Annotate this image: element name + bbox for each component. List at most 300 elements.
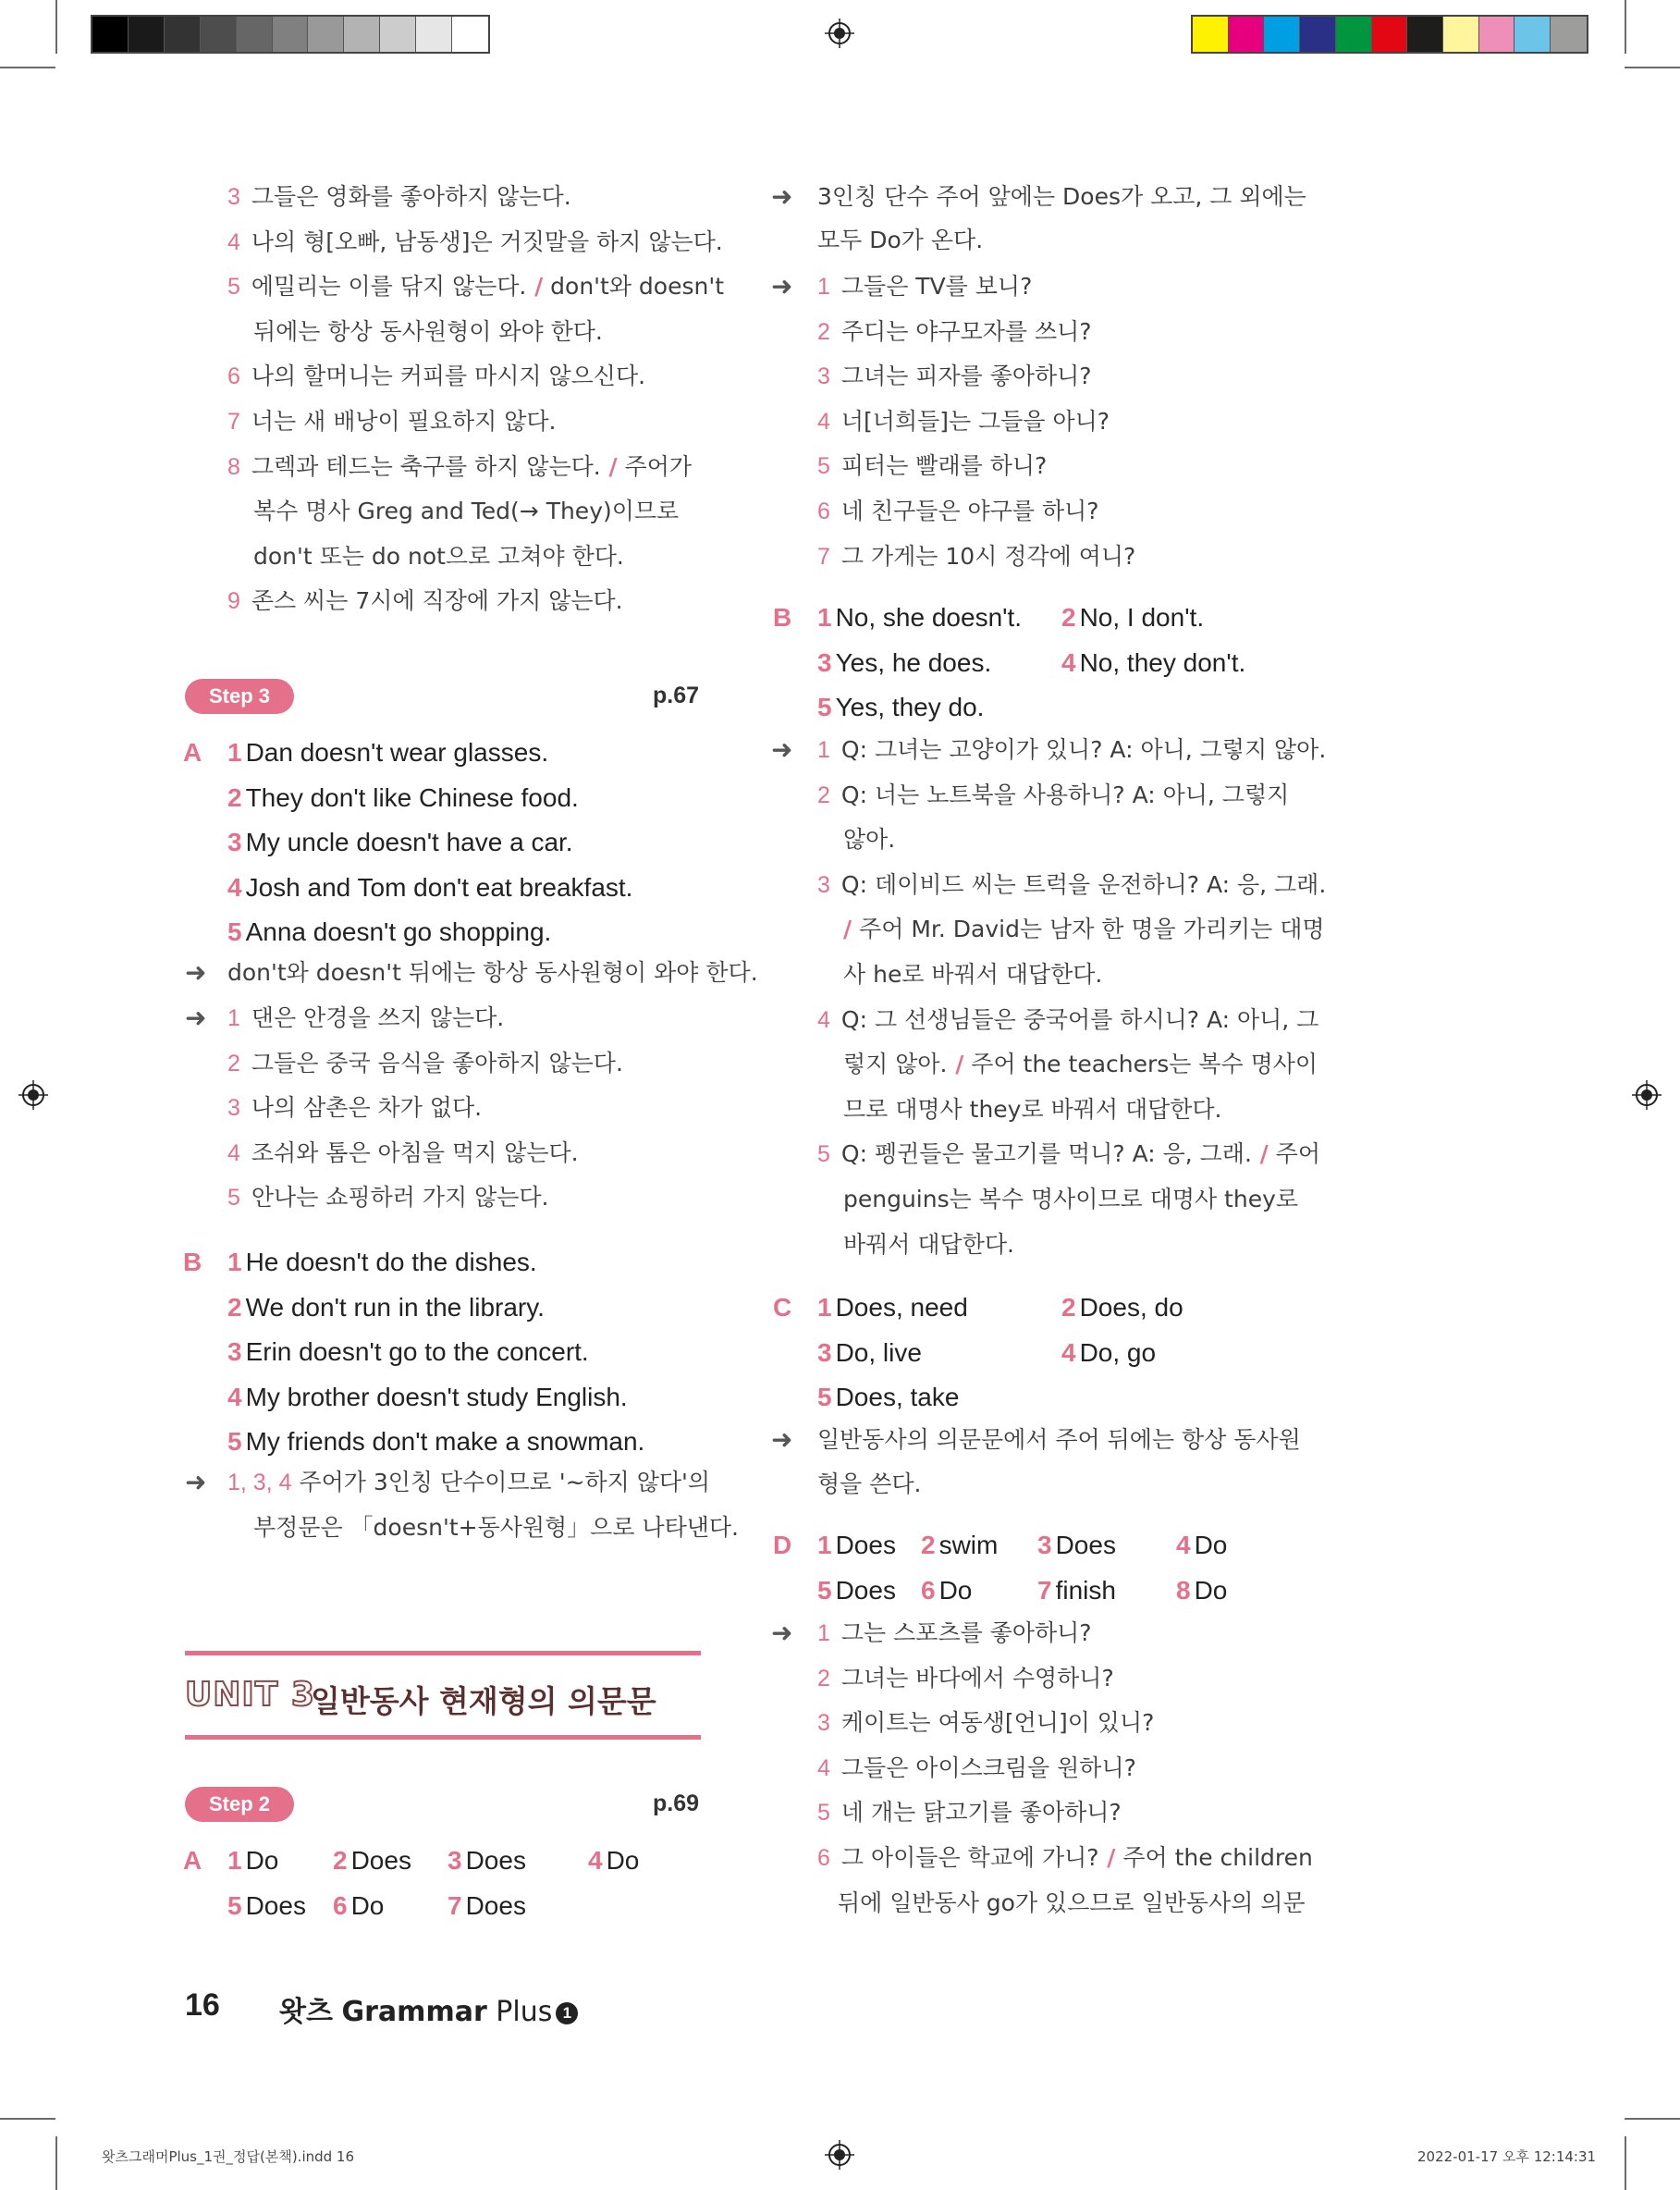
answer	[227, 1382, 628, 1413]
item-number: 4	[817, 408, 830, 435]
line-text: 그는 스포츠를 좋아하니?	[840, 1619, 1092, 1646]
answer-number: 2	[227, 1292, 242, 1322]
answer	[227, 1336, 589, 1368]
answer-text: Do, live	[835, 1338, 922, 1367]
line-text: Q: 그 선생님들은 중국어를 하시니? A: 아니, 그	[840, 1005, 1319, 1033]
color-swatch	[308, 17, 344, 52]
color-swatch	[1443, 17, 1479, 52]
color-swatch	[1264, 17, 1300, 52]
note: don't와 doesn't 뒤에는 항상 동사원형이 와야 한다.	[227, 959, 758, 986]
answer-number: 2	[1061, 603, 1076, 632]
item-number: 4	[227, 228, 240, 255]
crop-mark	[55, 0, 57, 54]
section-letter-c: C	[773, 1293, 792, 1322]
item-number: 3	[227, 1095, 240, 1122]
answer-number: 2	[227, 782, 242, 812]
answer-text: swim	[938, 1531, 999, 1559]
line-text: 주어	[1268, 1140, 1320, 1168]
answer	[1176, 1530, 1227, 1561]
answer-number: 5	[227, 917, 242, 947]
answer-number: 6	[921, 1576, 936, 1605]
line-text: don't와 doesn't	[543, 273, 725, 301]
answer	[817, 1530, 896, 1561]
step-badge-number: 2	[258, 1792, 271, 1815]
page-reference: p.69	[653, 1790, 700, 1816]
grayscale-color-bar	[91, 15, 490, 54]
translation-line	[817, 1140, 1320, 1168]
answer-number: 1	[227, 1248, 242, 1276]
line-text: 복수 명사 Greg and Ted(→ They)이므로	[253, 498, 680, 525]
answer-text: Does	[465, 1846, 526, 1875]
translation-line	[817, 408, 1110, 436]
line-text: 그들은 아이스크림을 원하니?	[840, 1753, 1136, 1781]
note-line: 형을 쓴다.	[817, 1470, 922, 1497]
line-text: 사 he로 바꿔서 대답한다.	[843, 961, 1103, 988]
slug-filename: 왓츠그래머Plus_1권_정답(본책).indd 16	[102, 2148, 355, 2165]
answer	[227, 872, 632, 904]
color-swatch	[1514, 17, 1551, 52]
translation-line	[817, 363, 1092, 390]
answer-text: Do	[938, 1576, 973, 1605]
answer-text: Yes, he does.	[835, 648, 992, 677]
item-number: 2	[227, 1050, 240, 1077]
note-numbers: 1, 3, 4	[227, 1470, 292, 1495]
translation-line	[817, 1709, 1154, 1737]
line-text: 나의 할머니는 커피를 마시지 않으신다.	[251, 363, 646, 390]
answer-text: Does, do	[1079, 1293, 1183, 1322]
answer-number: 1	[227, 738, 242, 767]
section-letter-a: A	[183, 738, 202, 767]
answer-number: 5	[227, 1891, 242, 1920]
line-text: 므로 대명사 they로 바꿔서 대답한다.	[843, 1095, 1222, 1123]
line-text: 나의 삼촌은 차가 없다.	[251, 1094, 483, 1122]
line-text: 피터는 빨래를 하니?	[840, 452, 1048, 480]
translation-line	[817, 318, 1092, 346]
translation-line	[843, 916, 1325, 943]
translation-line	[843, 1096, 1222, 1124]
item-number: 5	[227, 1185, 240, 1212]
answer	[817, 1337, 922, 1369]
color-swatch	[1193, 17, 1229, 52]
line-text: 그들은 영화를 좋아하지 않는다.	[251, 183, 571, 210]
page-reference: p.67	[653, 683, 700, 708]
answer	[921, 1575, 972, 1606]
translation-line	[227, 363, 645, 390]
color-swatch	[1479, 17, 1515, 52]
translation-line	[817, 1799, 1122, 1827]
line-text: 네 친구들은 야구를 하니?	[840, 498, 1099, 524]
answer-text: My uncle doesn't have a car.	[245, 828, 573, 857]
answer-text: My friends don't make a snowman.	[245, 1427, 645, 1457]
translation-line	[227, 587, 623, 615]
answer-number: 1	[227, 1846, 242, 1875]
step-3-badge	[185, 679, 294, 714]
step-badge-number: 3	[258, 684, 271, 707]
translation-line	[227, 228, 723, 256]
line-text: 뒤에 일반동사 go가 있으므로 일반동사의 의문	[838, 1889, 1306, 1916]
answer-text: finish	[1055, 1576, 1116, 1605]
answer-text: Do, go	[1079, 1338, 1157, 1367]
item-number: 6	[817, 1845, 830, 1871]
color-swatch	[1407, 17, 1443, 52]
answer	[817, 602, 1022, 634]
answer-text: We don't run in the library.	[245, 1292, 545, 1322]
answer	[817, 692, 984, 723]
color-swatch	[129, 17, 165, 52]
crop-mark	[1625, 0, 1626, 54]
book-plus: Plus	[496, 1996, 553, 2028]
step-badge-word: Step	[208, 1792, 253, 1815]
answer	[588, 1845, 639, 1876]
translation-line	[253, 498, 679, 525]
registration-mark-icon	[18, 1080, 48, 1110]
item-number: 5	[817, 453, 830, 480]
answer-number: 2	[921, 1531, 936, 1559]
translation-line	[843, 1051, 1318, 1078]
color-swatch	[201, 17, 237, 52]
color-swatch	[165, 17, 201, 52]
line-text: 그녀는 바다에서 수영하니?	[840, 1664, 1114, 1692]
note	[227, 1469, 710, 1496]
answer-text: Does, take	[835, 1383, 960, 1411]
answer	[333, 1890, 384, 1922]
answer-text: Anna doesn't go shopping.	[245, 917, 552, 947]
item-number: 2	[817, 1665, 830, 1692]
answer-text: Dan doesn't wear glasses.	[245, 738, 549, 767]
section-letter-d: D	[773, 1531, 792, 1559]
line-text: 렇지 않아.	[843, 1051, 948, 1078]
translation-line	[817, 273, 1032, 301]
item-number: 8	[227, 453, 240, 480]
note-line: 일반동사의 의문문에서 주어 뒤에는 항상 동사원	[817, 1426, 1301, 1453]
answer-number: 2	[333, 1846, 348, 1875]
translation-line	[253, 318, 603, 346]
translation-line	[227, 1184, 549, 1212]
section-letter-a: A	[183, 1846, 202, 1875]
answer	[1037, 1530, 1116, 1561]
answer-text: Do	[606, 1846, 640, 1875]
line-text: 댄은 안경을 쓰지 않는다.	[251, 1004, 505, 1031]
section-letter-b: B	[773, 603, 792, 632]
line-text: 주디는 야구모자를 쓰니?	[840, 317, 1092, 345]
answer-number: 4	[1176, 1531, 1191, 1559]
item-number: 4	[817, 1006, 830, 1033]
item-number: 6	[227, 363, 240, 390]
translation-line	[227, 453, 692, 481]
arrow-icon: ➜	[771, 1424, 793, 1455]
translation-line	[817, 871, 1326, 899]
line-text: 바꿔서 대답한다.	[843, 1230, 1014, 1258]
book-english-title: Grammar	[341, 1996, 487, 2028]
item-number: 9	[227, 588, 240, 615]
color-swatch	[237, 17, 273, 52]
line-text: 너[너희들]는 그들을 아니?	[840, 407, 1110, 435]
answer	[1176, 1575, 1227, 1606]
line-text: Q: 데이비드 씨는 트럭을 운전하니? A: 응, 그래.	[840, 870, 1327, 898]
translation-line	[227, 1004, 504, 1032]
line-text: 네 개는 닭고기를 좋아하니?	[840, 1799, 1122, 1827]
color-swatch	[344, 17, 380, 52]
answer-number: 1	[817, 1293, 832, 1322]
answer-text: Erin doesn't go to the concert.	[245, 1337, 589, 1367]
answer-text: Does	[245, 1891, 306, 1920]
translation-line	[843, 826, 895, 854]
answer-number: 4	[1061, 648, 1076, 677]
answer-text: No, she doesn't.	[835, 603, 1023, 632]
note-line: 주어가 3인칭 단수이므로 '~하지 않다'의	[291, 1469, 711, 1495]
volume-number-icon: 1	[556, 2002, 578, 2024]
unit-rule-bottom	[185, 1735, 701, 1740]
translation-line	[227, 1139, 579, 1167]
color-swatch	[380, 17, 416, 52]
arrow-icon: ➜	[771, 271, 793, 301]
arrow-icon: ➜	[771, 734, 793, 765]
translation-line	[817, 452, 1047, 480]
answer-text: Does	[1055, 1531, 1116, 1559]
book-korean-title: 왓츠	[279, 1996, 333, 2028]
line-text: 그녀는 피자를 좋아하니?	[840, 363, 1092, 390]
line-text: penguins는 복수 명사이므로 대명사 they로	[843, 1186, 1299, 1212]
answer-text: Do	[1194, 1531, 1228, 1559]
answer	[817, 647, 991, 679]
line-text: 그들은 TV를 보니?	[840, 273, 1033, 300]
line-text: 조쉬와 톰은 아침을 먹지 않는다.	[251, 1138, 579, 1166]
answer-text: Does	[350, 1846, 411, 1875]
crop-mark	[1625, 67, 1680, 68]
note-line: 3인칭 단수 주어 앞에는 Does가 오고, 그 외에는	[817, 183, 1306, 210]
answer	[227, 1890, 306, 1922]
answer-number: 2	[1061, 1293, 1076, 1322]
crop-mark	[1625, 2136, 1626, 2190]
line-text: 주어 the teachers는 복수 명사이	[963, 1051, 1318, 1078]
answer	[448, 1890, 526, 1922]
answer-number: 4	[227, 1382, 242, 1411]
answer	[227, 737, 548, 769]
item-number: 1	[817, 737, 830, 763]
item-number: 6	[817, 498, 830, 524]
answer-number: 4	[227, 872, 242, 902]
answer	[227, 917, 551, 948]
answer-number: 7	[1037, 1576, 1052, 1605]
crop-mark	[0, 2118, 55, 2120]
answer-number: 1	[817, 1531, 832, 1559]
step-2-badge	[185, 1787, 294, 1822]
answer	[1061, 602, 1204, 634]
line-text: 뒤에는 항상 동사원형이 와야 한다.	[253, 317, 603, 345]
color-swatch	[452, 17, 488, 52]
line-text: 케이트는 여동생[언니]이 있니?	[840, 1709, 1155, 1737]
translation-line	[843, 961, 1102, 989]
slash-divider: /	[526, 273, 544, 301]
item-number: 3	[817, 363, 830, 390]
color-swatch	[1551, 17, 1587, 52]
answer-number: 5	[817, 693, 832, 721]
item-number: 3	[817, 1710, 830, 1737]
line-text: Q: 펭귄들은 물고기를 먹니? A: 응, 그래.	[840, 1140, 1252, 1168]
translation-line	[227, 1094, 482, 1122]
item-number: 3	[817, 871, 830, 898]
answer-number: 5	[817, 1383, 832, 1411]
line-text: 그 가게는 10시 정각에 여니?	[840, 542, 1136, 570]
note-line: 모두 Do가 온다.	[817, 227, 984, 253]
line-text: 그렉과 테드는 축구를 하지 않는다.	[251, 452, 601, 480]
answer	[817, 1575, 896, 1606]
item-number: 7	[227, 409, 240, 435]
answer-text: Do	[350, 1891, 385, 1920]
item-number: 4	[227, 1139, 240, 1166]
line-text: 주어 the children	[1115, 1844, 1313, 1871]
answer	[1061, 647, 1245, 679]
process-color-bar	[1191, 15, 1588, 54]
answer-text: He doesn't do the dishes.	[245, 1248, 537, 1276]
item-number: 1	[817, 274, 830, 300]
answer-text: Does	[465, 1891, 526, 1920]
line-text: 주어가	[617, 452, 692, 480]
line-text: 에밀리는 이를 닦지 않는다.	[251, 273, 527, 301]
translation-line	[817, 736, 1326, 764]
answer-number: 6	[333, 1891, 348, 1920]
answer-text: No, they don't.	[1079, 648, 1246, 677]
color-swatch	[416, 17, 452, 52]
translation-line	[817, 1665, 1114, 1692]
slug-timestamp: 2022-01-17 오후 12:14:31	[1417, 2148, 1597, 2165]
answer-number: 3	[1037, 1531, 1052, 1559]
answer	[1037, 1575, 1116, 1606]
answer-number: 4	[1061, 1338, 1076, 1367]
translation-line	[838, 1889, 1306, 1917]
arrow-icon: ➜	[185, 1003, 207, 1033]
answer-text: Do	[245, 1846, 279, 1875]
translation-line	[253, 543, 624, 571]
arrow-icon: ➜	[185, 1467, 207, 1497]
answer	[333, 1845, 411, 1876]
translation-line	[817, 1844, 1313, 1872]
color-swatch	[1336, 17, 1372, 52]
answer-text: Do	[1194, 1576, 1228, 1605]
translation-line	[227, 1050, 623, 1077]
answer	[227, 827, 573, 858]
translation-line	[817, 1754, 1136, 1782]
answer	[227, 1247, 537, 1278]
answer	[817, 1382, 959, 1413]
answer-number: 4	[588, 1846, 603, 1875]
arrow-icon: ➜	[771, 181, 793, 212]
translation-line	[843, 1231, 1014, 1259]
unit-title: 일반동사 현재형의 의문문	[311, 1683, 656, 1719]
note-line: 부정문은 「doesn't+동사원형」으로 나타낸다.	[253, 1514, 739, 1541]
slash-divider: /	[1098, 1844, 1116, 1871]
answer	[227, 1426, 644, 1458]
line-text: Q: 너는 노트북을 사용하니? A: 아니, 그렇지	[840, 781, 1290, 808]
answer-text: My brother doesn't study English.	[245, 1382, 628, 1411]
answer-number: 3	[448, 1846, 462, 1875]
color-swatch	[1300, 17, 1336, 52]
section-letter-b: B	[183, 1248, 202, 1276]
slash-divider: /	[947, 1051, 964, 1078]
line-text: 그 아이들은 학교에 가니?	[840, 1844, 1099, 1871]
line-text: 그들은 중국 음식을 좋아하지 않는다.	[251, 1049, 623, 1077]
crop-mark	[55, 2136, 57, 2190]
line-text: 나의 형[오빠, 남동생]은 거짓말을 하지 않는다.	[251, 228, 723, 255]
line-text: 주어 Mr. David는 남자 한 명을 가리키는 대명	[852, 916, 1325, 943]
item-number: 1	[817, 1620, 830, 1646]
translation-line	[227, 183, 571, 211]
item-number: 4	[817, 1754, 830, 1781]
color-swatch	[1229, 17, 1265, 52]
answer-number: 5	[817, 1576, 832, 1605]
answer-number: 7	[448, 1891, 462, 1920]
crop-mark	[1625, 2118, 1680, 2120]
registration-mark-icon	[1632, 1080, 1662, 1110]
answer-text: Does	[835, 1531, 896, 1559]
page-number: 16	[185, 1987, 220, 2023]
color-swatch	[273, 17, 309, 52]
line-text: 안나는 쇼핑하러 가지 않는다.	[251, 1184, 549, 1212]
arrow-icon: ➜	[771, 1618, 793, 1648]
item-number: 7	[817, 543, 830, 570]
translation-line	[817, 543, 1135, 571]
item-number: 1	[227, 1005, 240, 1031]
crop-mark	[0, 67, 55, 68]
item-number: 2	[817, 318, 830, 345]
answer	[227, 1845, 278, 1876]
answer	[921, 1530, 998, 1561]
translation-line	[843, 1186, 1298, 1213]
translation-line	[817, 781, 1289, 809]
answer	[1061, 1292, 1183, 1323]
answer-text: Yes, they do.	[835, 693, 985, 721]
answer	[227, 782, 579, 814]
line-text: 너는 새 배낭이 필요하지 않다.	[251, 408, 557, 435]
arrow-icon: ➜	[185, 957, 207, 988]
answer-text: Does, need	[835, 1293, 968, 1322]
translation-line	[817, 1006, 1318, 1034]
line-text: 존스 씨는 7시에 직장에 가지 않는다.	[251, 587, 623, 615]
translation-line	[227, 273, 724, 301]
slash-divider: /	[600, 452, 618, 480]
answer-text: No, I don't.	[1079, 603, 1205, 632]
step-badge-word: Step	[208, 684, 253, 707]
item-number: 5	[227, 274, 240, 301]
registration-mark-icon	[825, 18, 854, 48]
answer-number: 3	[817, 648, 832, 677]
line-text: don't 또는 do not으로 고쳐야 한다.	[253, 542, 624, 570]
answer-text: They don't like Chinese food.	[245, 782, 579, 812]
unit-label: UNIT 3	[185, 1676, 315, 1714]
answer	[227, 1292, 545, 1323]
line-text: Q: 그녀는 고양이가 있니? A: 아니, 그렇지 않아.	[840, 736, 1327, 763]
answer	[448, 1845, 526, 1876]
answer-number: 3	[227, 1337, 242, 1367]
unit-rule-top	[185, 1651, 701, 1655]
answer-number: 8	[1176, 1576, 1191, 1605]
color-swatch	[1372, 17, 1408, 52]
slash-divider: /	[843, 916, 852, 943]
item-number: 5	[817, 1141, 830, 1168]
answer-number: 5	[227, 1427, 242, 1457]
registration-mark-icon	[825, 2140, 854, 2170]
answer-number: 1	[817, 603, 832, 632]
color-swatch	[92, 17, 129, 52]
item-number: 2	[817, 781, 830, 808]
answer	[1061, 1337, 1156, 1369]
answer	[817, 1292, 968, 1323]
answer-number: 3	[817, 1338, 832, 1367]
line-text: 않아.	[843, 826, 896, 854]
book-title	[279, 1988, 578, 2029]
answer-text: Josh and Tom don't eat breakfast.	[245, 872, 633, 902]
answer-number: 3	[227, 828, 242, 857]
